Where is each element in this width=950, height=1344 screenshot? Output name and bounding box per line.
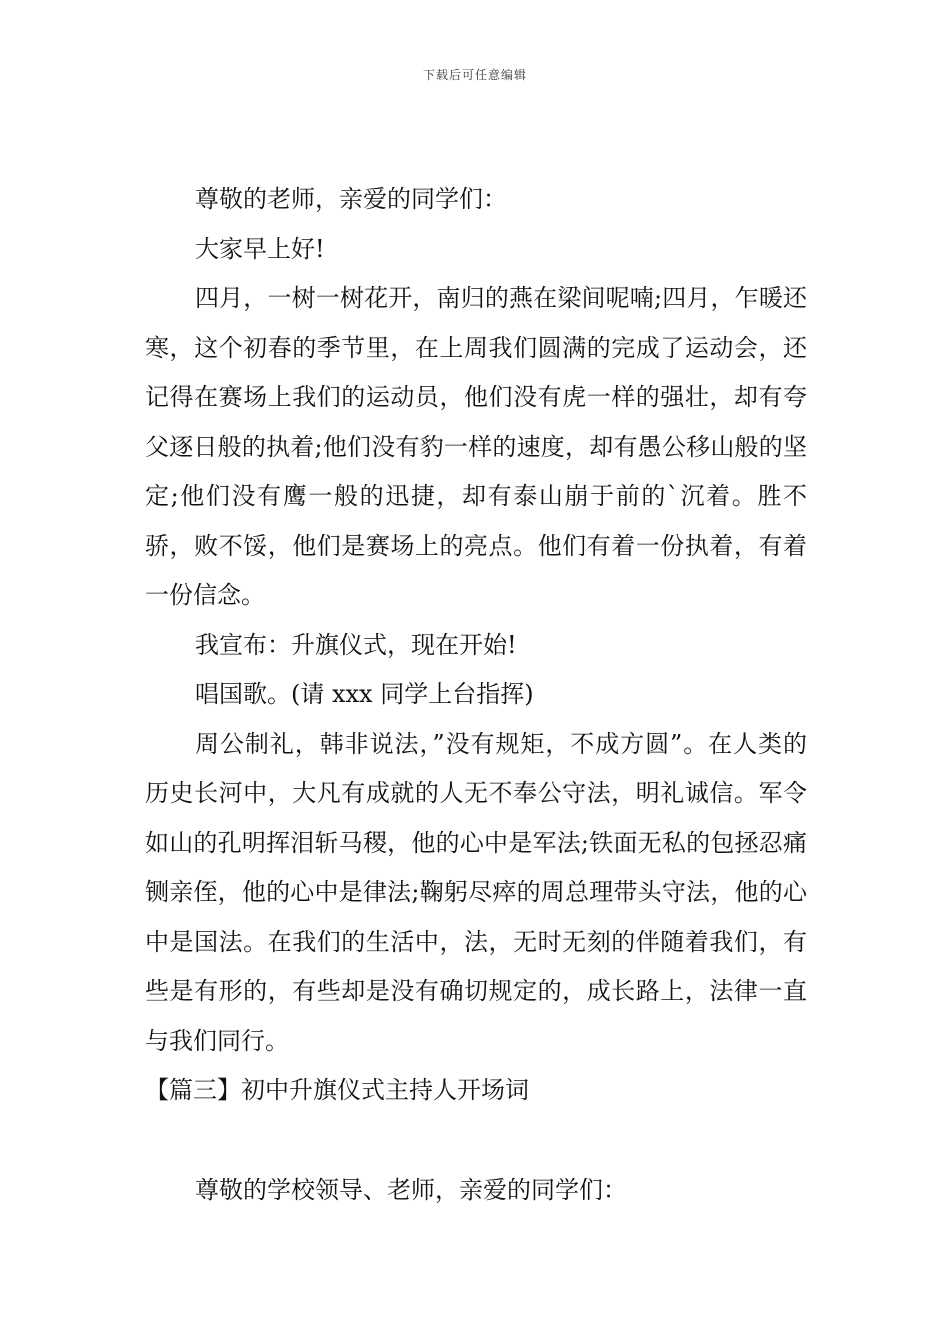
document-body [145, 175, 807, 1215]
next-greeting-paragraph: 尊敬的学校领导、老师，亲爱的同学们： [195, 1175, 627, 1204]
april-paragraph: 四月，一树一树花开，南归的燕在梁间呢喃;四月，乍暖还寒，这个初春的季节里，在上周我们圆满的完成了运动会，还记得在赛场上我们的运动员，他们没有虎一样的强壮，却有夸父逐日般的执着;他们没有豹一样的速度，却有愚公移山般的坚定;他们没有鹰一般的迅捷，却有泰山崩于前的`沉着。胜不骄，败不馁，他们是赛场上的亮点。他们有着一份执着，有着一份信念。 [145, 284, 807, 609]
section-gap [145, 1116, 807, 1166]
anthem-paragraph: 唱国歌。(请 xxx 同学上台指挥) [195, 680, 534, 708]
announcement-paragraph: 我宣布：升旗仪式，现在开始! [195, 630, 517, 659]
header-note: 下载后可任意编辑 [422, 68, 527, 82]
law-paragraph: 周公制礼，韩非说法，”没有规矩，不成方圆”。在人类的历史长河中，大凡有成就的人无不奉公守法，明礼诚信。军令如山的孔明挥泪斩马稷，他的心中是军法;铁面无私的包拯忍痛铡亲侄，他的心中是律法;鞠躬尽瘁的周总理带头守法，他的心中是国法。在我们的生活中，法，无时无刻的伴随着我们，有些是有形的，有些却是没有确切规定的，成长路上，法律一直与我们同行。 [145, 729, 807, 1055]
greeting-paragraph: 尊敬的老师，亲爱的同学们： [195, 185, 507, 213]
section-title: 【篇三】初中升旗仪式主持人开场词 [145, 1076, 529, 1104]
good-morning-paragraph: 大家早上好! [195, 234, 325, 263]
